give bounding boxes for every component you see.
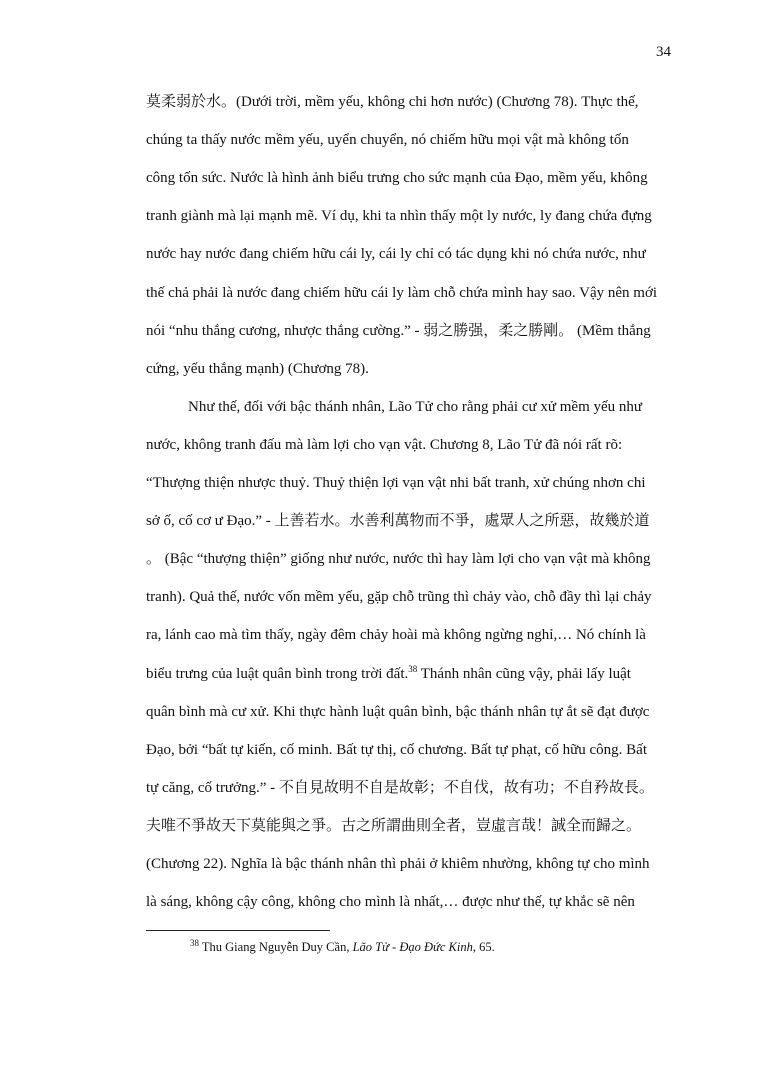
footnote-book-title: Lão Tử - Đạo Đức Kinh	[352, 940, 473, 954]
text-line: nước, không tranh đấu mà làm lợi cho vạn vật. Chương 8, Lão Tử đã nói rất rõ:	[146, 436, 623, 453]
text-line: sở ố, cố cơ ư Đạo.” - 上善若水。水善利萬物而不爭，處眾人之所惡，故幾於道	[146, 513, 650, 530]
text-line: chúng ta thấy nước mềm yếu, uyển chuyển, nó chiếm hữu mọi vật mà không tốn	[146, 132, 629, 149]
text-line: nước hay nước đang chiếm hữu cái ly, cái ly chỉ có tác dụng khi nó chứa nước, như	[146, 246, 646, 263]
text-segment: Thánh nhân cũng vậy, phải lấy luật	[417, 665, 631, 682]
text-line: “Thượng thiện nhược thuỷ. Thuỷ thiện lợi vạn vật nhi bất tranh, xử chúng nhơn chi	[146, 475, 646, 491]
text-line: tự căng, cố trưởng.” - 不自見故明不自是故彰；不自伐，故有功；不自矜故長。	[146, 779, 654, 796]
text-line: 莫柔弱於水。(Dưới trời, mềm yếu, không chi hơn nước) (Chương 78). Thực thế,	[146, 94, 639, 110]
footnote	[190, 937, 495, 955]
text-line: công tốn sức. Nước là hình ảnh biểu trưng cho sức mạnh của Đạo, mềm yếu, không	[146, 170, 648, 187]
footnote-reference[interactable]: 38	[408, 663, 418, 674]
text-line: tranh). Quả thế, nước vốn mềm yếu, gặp chỗ trũng thì chảy vào, chỗ đầy thì lại chảy	[146, 589, 652, 606]
text-line: Như thế, đối với bậc thánh nhân, Lão Tử cho rằng phải cư xử mềm yếu như	[188, 398, 643, 415]
text-line: thế chả phải là nước đang chiếm hữu cái ly làm chỗ chứa mình hay sao. Vậy nên mới	[146, 284, 658, 301]
text-line: tranh giành mà lại mạnh mẽ. Ví dụ, khi ta nhìn thấy một ly nước, ly đang chứa đựng	[146, 208, 652, 225]
footnote-number: 38	[190, 937, 199, 948]
page-number: 34	[656, 44, 671, 60]
text-line: 。 (Bậc “thượng thiện” giống như nước, nước thì hay làm lợi cho vạn vật mà không	[146, 551, 651, 568]
text-line: Đạo, bởi “bất tự kiến, cố minh. Bất tự thị, cố chương. Bất tự phạt, cố hữu công. Bất	[146, 741, 648, 758]
text-line: ra, lánh cao mà tìm thấy, ngày đêm chảy hoài mà không ngừng nghỉ,… Nó chính là	[146, 627, 646, 644]
text-segment: biểu trưng của luật quân bình trong trời đất.	[146, 665, 409, 682]
text-line: 夫唯不爭故天下莫能與之爭。古之所謂曲則全者，豈虛言哉！誠全而歸之。	[146, 817, 642, 834]
text-line: (Chương 22). Nghĩa là bậc thánh nhân thì phải ở khiêm nhường, không tự cho mình	[146, 856, 650, 872]
footnote-divider	[146, 930, 330, 931]
footnote-author: Thu Giang Nguyễn Duy Cần,	[199, 940, 353, 954]
text-line: là sáng, không cậy công, không cho mình là nhất,… được như thế, tự khắc sẽ nên	[146, 894, 635, 911]
text-line: quân bình mà cư xử. Khi thực hành luật quân bình, bậc thánh nhân tự ắt sẽ đạt được	[146, 703, 650, 720]
text-line: cứng, yếu thắng mạnh) (Chương 78).	[146, 360, 369, 377]
footnote-page: , 65.	[472, 940, 495, 954]
text-line-with-footnote	[146, 664, 631, 684]
text-line: nói “nhu thắng cương, nhược thắng cường.” - 弱之勝强，柔之勝剛。 (Mềm thắng	[146, 322, 651, 339]
